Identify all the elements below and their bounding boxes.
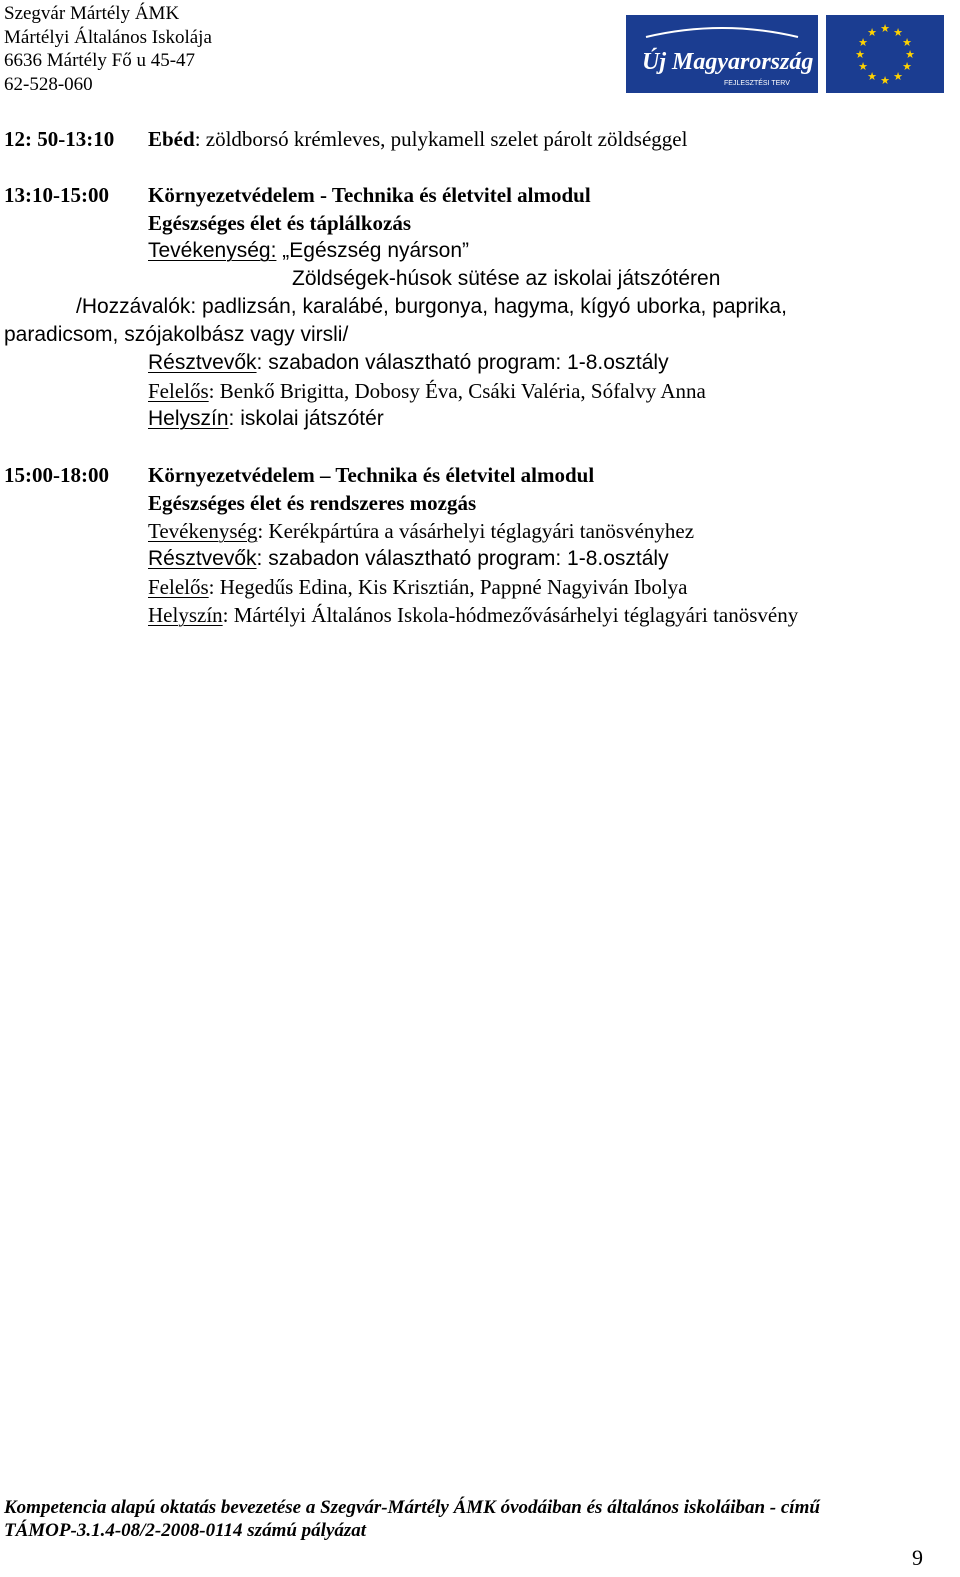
block2-location [148, 602, 798, 628]
svg-text:★: ★ [880, 22, 890, 35]
eu-flag-logo [826, 15, 944, 93]
page-number: 9 [912, 1545, 923, 1570]
lunch-time: 12: 50-13:10 [4, 127, 115, 151]
block1-activity-value: „Egészség nyárson” [282, 239, 470, 262]
block1-location [148, 406, 384, 432]
block2-subtitle: Egészséges élet és rendszeres mozgás [148, 491, 477, 515]
block2-location-label: Helyszín [148, 603, 223, 627]
block2-location-value: : Mártélyi Általános Iskola-hódmezővásárhelyi téglagyári tanösvény [222, 603, 799, 627]
block1-responsible-value: : Benkő Brigitta, Dobosy Éva, Csáki Valéria, Sófalvy Anna [208, 379, 706, 403]
block2-responsible-value: : Hegedűs Edina, Kis Krisztián, Pappné Nagyiván Ibolya [208, 575, 688, 599]
block1-location-label: Helyszín [148, 407, 229, 430]
svg-text:★: ★ [867, 70, 877, 83]
svg-text:★: ★ [867, 26, 877, 39]
footer-project-code: TÁMOP-3.1.4-08/2-2008-0114 számú pályázat [4, 1520, 367, 1541]
block1-location-value: : iskolai játszótér [228, 407, 384, 430]
block1-responsible-label: Felelős [148, 379, 209, 403]
sponsor-logos [626, 15, 944, 93]
block1-activity [148, 238, 469, 264]
lunch-menu: : zöldborsó krémleves, pulykamell szelet párolt zöldséggel [194, 127, 688, 151]
block2-participants-value: : szabadon választható program: 1-8.osztály [256, 547, 669, 570]
svg-text:★: ★ [893, 70, 903, 83]
block1-ingredients-line1: /Hozzávalók: padlizsán, karalábé, burgonya, hagyma, kígyó uborka, paprika, [76, 295, 787, 318]
block2-activity-label: Tevékenység [148, 519, 258, 543]
school-name: Szegvár Mártély ÁMK [4, 3, 180, 24]
school-subname: Mártélyi Általános Iskolája [4, 26, 212, 48]
new-hungary-text: Új Magyarország [642, 49, 814, 75]
svg-text:★: ★ [902, 36, 912, 49]
block2-activity [148, 518, 694, 544]
block1-participants [148, 350, 669, 376]
svg-text:★: ★ [905, 48, 915, 61]
block2-participants-label: Résztvevők [148, 547, 257, 570]
school-phone: 62-528-060 [4, 73, 93, 95]
block2-participants [148, 546, 669, 572]
svg-text:★: ★ [893, 26, 903, 39]
svg-text:★: ★ [880, 74, 890, 87]
new-hungary-logo [626, 15, 818, 93]
block1-activity-label: Tevékenység: [148, 239, 277, 262]
svg-text:★: ★ [858, 36, 868, 49]
lunch-label: Ebéd [148, 127, 195, 151]
block2-responsible-label: Felelős [148, 575, 209, 599]
block2-responsible [148, 574, 687, 600]
block1-time: 13:10-15:00 [4, 183, 109, 207]
block1-responsible [148, 378, 706, 404]
new-hungary-subtext: FEJLESZTÉSI TERV [724, 80, 790, 87]
block1-ingredients-line2: paradicsom, szójakolbász vagy virsli/ [4, 323, 349, 346]
footer-project-title: Kompetencia alapú oktatás bevezetése a Szegvár-Mártély ÁMK óvodáiban és általános iskoláiban - című [4, 1497, 820, 1518]
svg-text:★: ★ [902, 60, 912, 73]
block2-activity-value: : Kerékpártúra a vásárhelyi téglagyári tanösvényhez [257, 519, 695, 543]
block2-time: 15:00-18:00 [4, 463, 109, 487]
school-header [4, 2, 212, 96]
svg-text:★: ★ [855, 48, 865, 61]
block2-title: Környezetvédelem – Technika és életvitel almodul [148, 463, 595, 487]
block1-participants-value: : szabadon választható program: 1-8.osztály [256, 351, 669, 374]
block1-subtitle: Egészséges élet és táplálkozás [148, 211, 412, 235]
block1-participants-label: Résztvevők [148, 351, 257, 374]
block1-title: Környezetvédelem - Technika és életvitel almodul [148, 183, 591, 207]
school-address: 6636 Mártély Fő u 45-47 [4, 50, 196, 71]
block1-activity-detail: Zöldségek-húsok sütése az iskolai játszótéren [292, 267, 721, 290]
svg-text:★: ★ [858, 60, 868, 73]
